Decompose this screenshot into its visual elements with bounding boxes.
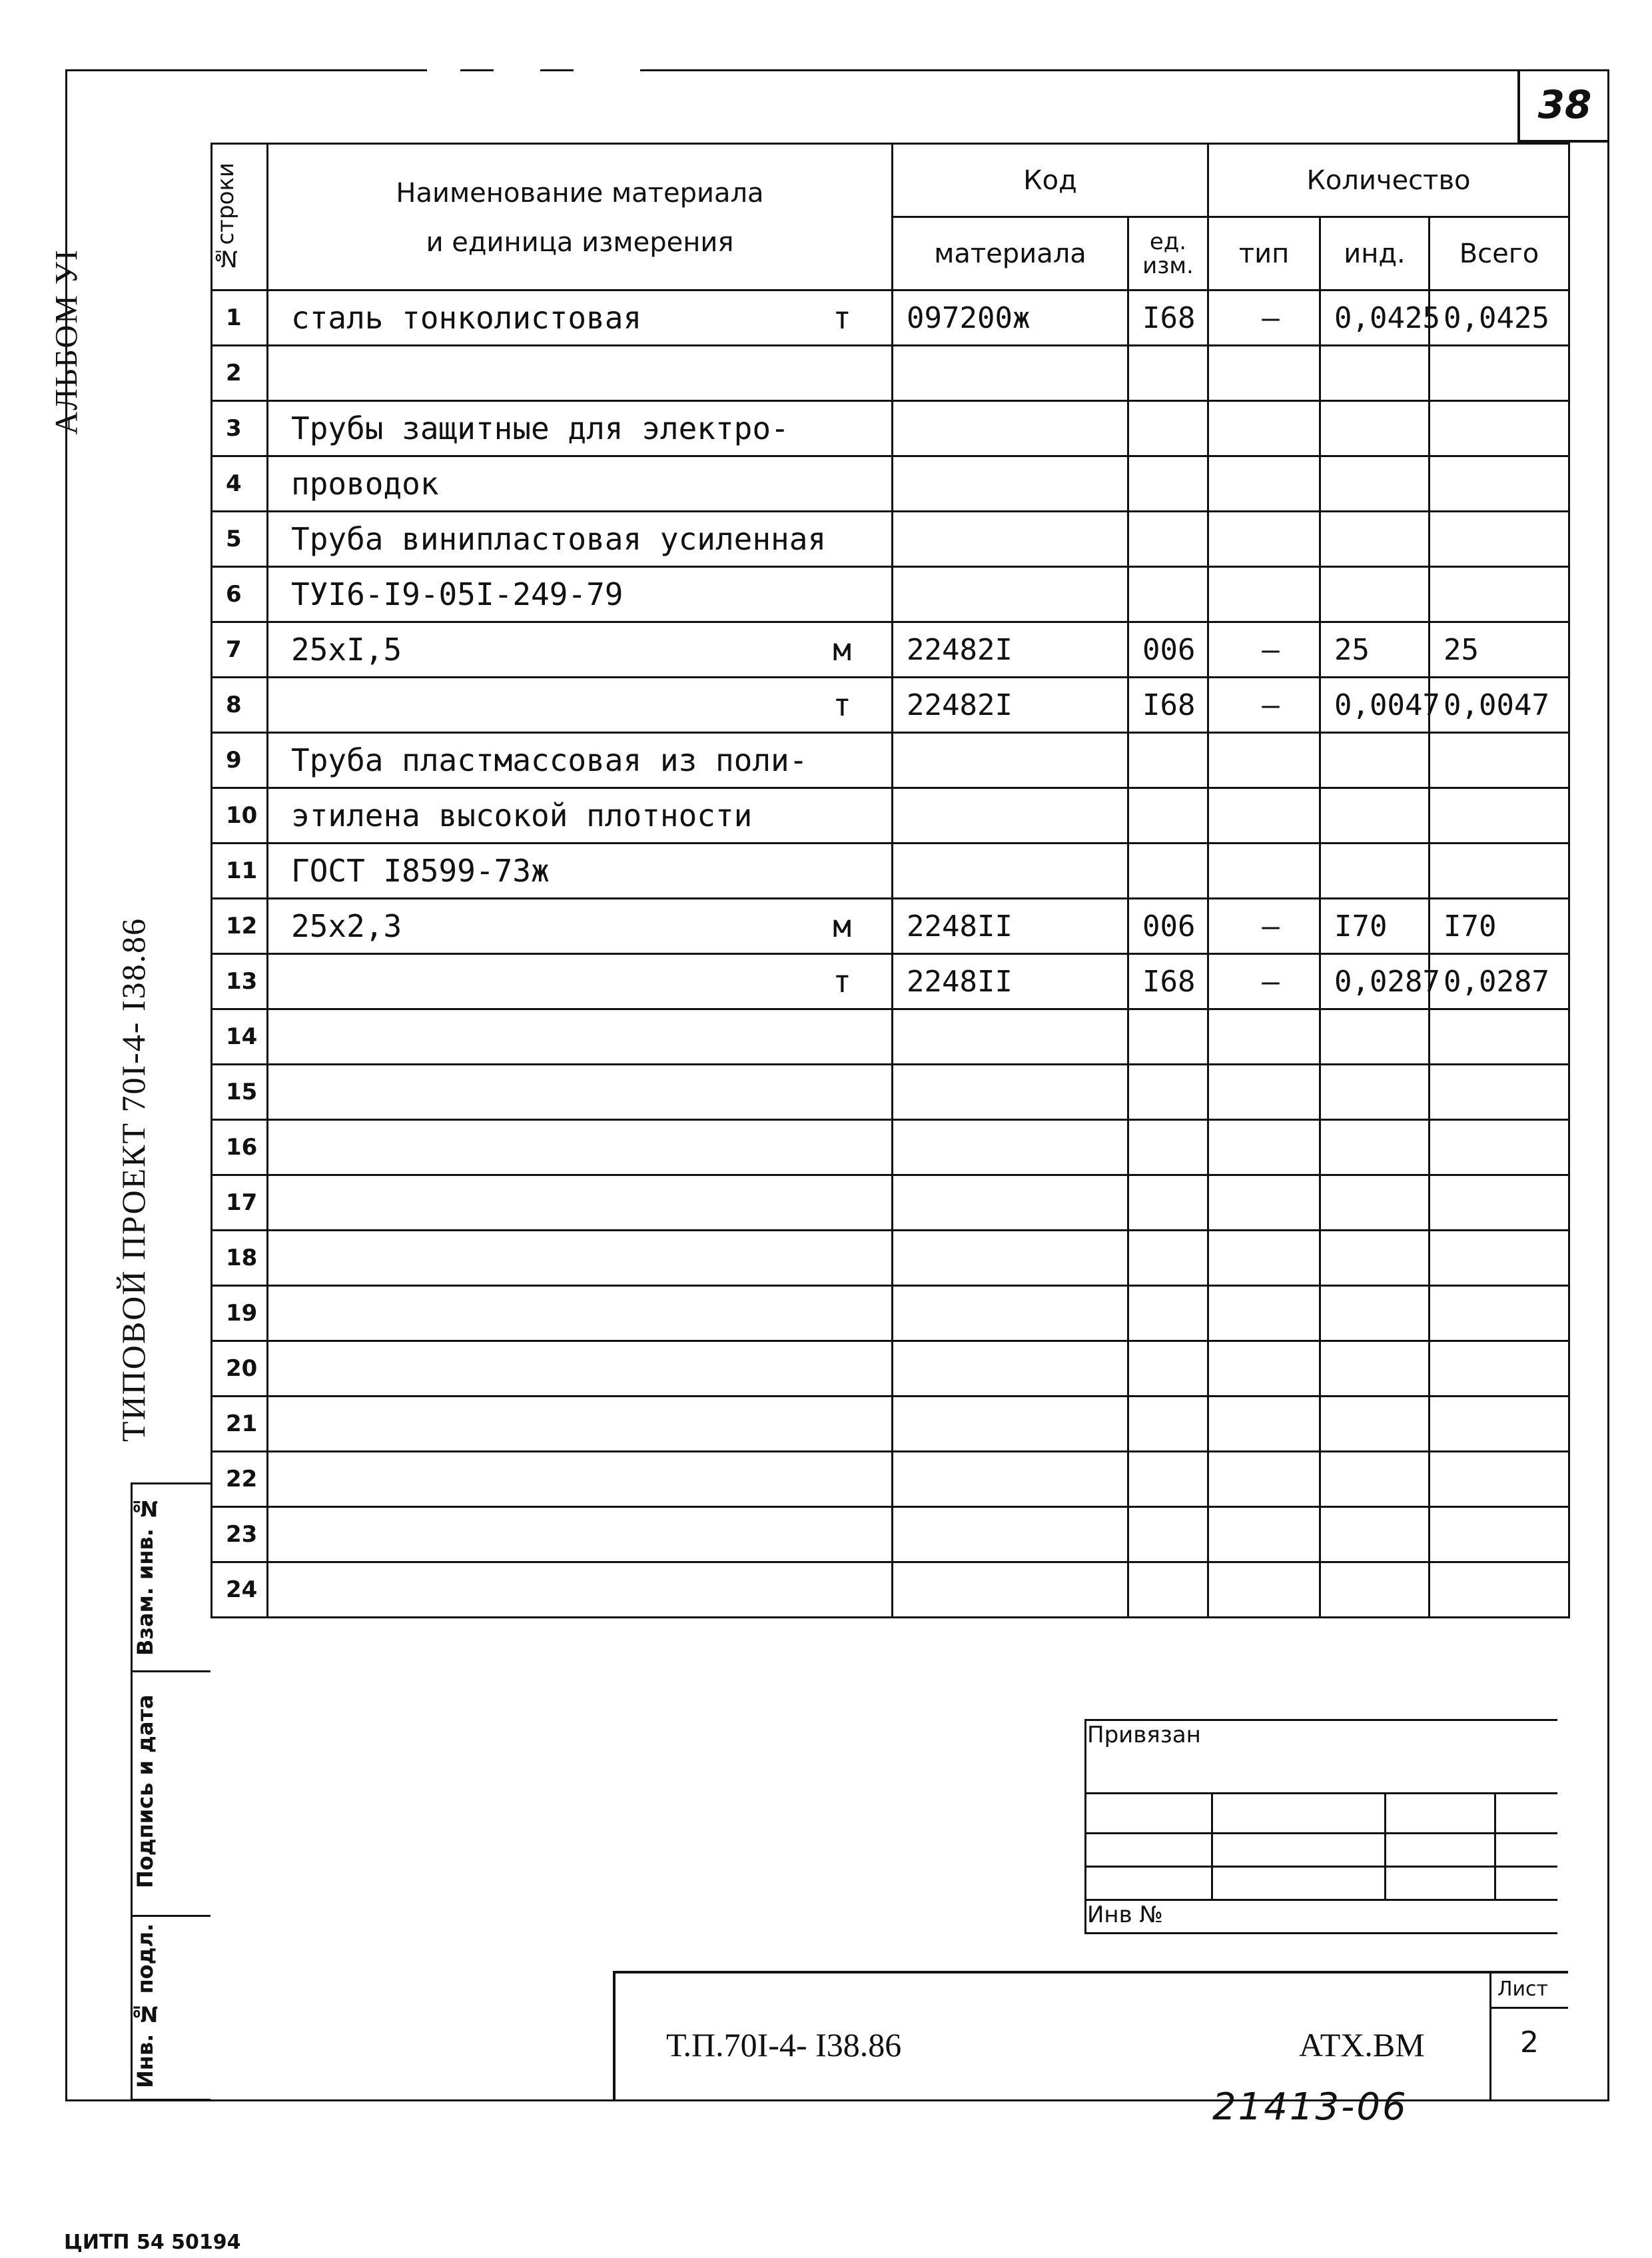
table-row — [212, 954, 1569, 1009]
ind-value — [1320, 1286, 1430, 1341]
type-value — [1208, 1507, 1320, 1562]
material-code — [893, 1065, 1128, 1120]
unit-code — [1128, 1397, 1208, 1452]
type-value — [1208, 1341, 1320, 1397]
unit-code: 006 — [1128, 622, 1208, 678]
ind-value — [1320, 1507, 1430, 1562]
ind-value — [1320, 1009, 1430, 1065]
total-value — [1430, 401, 1569, 456]
ind-value — [1320, 788, 1430, 844]
album-label: АЛЬБОМ УI — [49, 249, 85, 435]
material-name-text: ТУI6-I9-05I-249-79 — [291, 576, 623, 612]
frame-gap — [427, 67, 460, 74]
material-name-text: Трубы защитные для электро- — [291, 410, 789, 446]
material-name-text: 25хI,5 — [291, 632, 402, 668]
material-code — [893, 512, 1128, 567]
unit-code — [1128, 1562, 1208, 1618]
total-value — [1430, 1009, 1569, 1065]
table-row — [212, 1341, 1569, 1397]
total-value — [1430, 1562, 1569, 1618]
material-name — [268, 346, 893, 401]
material-code — [893, 844, 1128, 899]
type-value — [1208, 1286, 1320, 1341]
footer-code: ЦИТП 54 50194 — [64, 2231, 241, 2254]
table-row — [212, 844, 1569, 899]
type-value — [1208, 1452, 1320, 1507]
type-value: – — [1208, 622, 1320, 678]
strip-vzam-inv — [131, 1482, 210, 1672]
type-value — [1208, 1397, 1320, 1452]
table-row — [212, 1507, 1569, 1562]
material-code — [893, 1009, 1128, 1065]
unit-code: 006 — [1128, 899, 1208, 954]
ind-value: 0,0287 — [1320, 954, 1430, 1009]
unit-code — [1128, 1065, 1208, 1120]
table-row — [212, 346, 1569, 401]
sheet-number: 2 — [1520, 2025, 1539, 2059]
row-number: 14 — [212, 1009, 268, 1065]
table-row — [212, 290, 1569, 346]
binding-stamp — [1084, 1719, 1557, 1934]
row-number: 22 — [212, 1452, 268, 1507]
unit-code — [1128, 844, 1208, 899]
material-name — [268, 567, 893, 622]
unit-code — [1128, 1175, 1208, 1231]
material-name — [268, 1507, 893, 1562]
material-name — [268, 1120, 893, 1175]
row-number: 16 — [212, 1120, 268, 1175]
material-header: материала — [893, 217, 1128, 290]
unit-code — [1128, 788, 1208, 844]
material-name — [268, 622, 893, 678]
table-row — [212, 733, 1569, 788]
inv-no-label: Инв № — [1087, 1902, 1163, 1928]
strip-label: Инв. № подл. — [133, 1923, 158, 2088]
row-number: 5 — [212, 512, 268, 567]
material-name — [268, 844, 893, 899]
total-value — [1430, 844, 1569, 899]
material-name — [268, 1175, 893, 1231]
material-code — [893, 1231, 1128, 1286]
total-value — [1430, 346, 1569, 401]
material-name — [268, 1065, 893, 1120]
type-value — [1208, 733, 1320, 788]
ind-value — [1320, 844, 1430, 899]
section-code: АТХ.ВМ — [1299, 2026, 1425, 2063]
ind-value — [1320, 346, 1430, 401]
total-value — [1430, 512, 1569, 567]
unit-code: I68 — [1128, 678, 1208, 733]
total-value — [1430, 733, 1569, 788]
handwritten-number: 21413-06 — [1212, 2085, 1408, 2129]
table-row — [212, 1231, 1569, 1286]
type-value — [1208, 346, 1320, 401]
name-header-line2: и единица измерения — [426, 227, 734, 258]
material-code — [893, 1286, 1128, 1341]
ind-value: 0,0425 — [1320, 290, 1430, 346]
material-name — [268, 1562, 893, 1618]
material-name-text: Труба винипластовая усиленная — [291, 521, 827, 557]
table-row — [212, 1562, 1569, 1618]
material-name — [268, 899, 893, 954]
row-number-header — [212, 144, 268, 290]
material-name — [268, 1286, 893, 1341]
material-code: 22482I — [893, 622, 1128, 678]
table-row — [212, 788, 1569, 844]
material-name-text: этилена высокой плотности — [291, 798, 753, 834]
table-row — [212, 401, 1569, 456]
type-value — [1208, 1175, 1320, 1231]
type-value — [1208, 1562, 1320, 1618]
type-value — [1208, 1120, 1320, 1175]
unit-code — [1128, 1286, 1208, 1341]
material-code: 22482I — [893, 678, 1128, 733]
total-value: 0,0047 — [1430, 678, 1569, 733]
unit-letter: т — [833, 963, 851, 999]
ind-value — [1320, 1341, 1430, 1397]
total-value — [1430, 1231, 1569, 1286]
row-number: 15 — [212, 1065, 268, 1120]
material-code: 2248II — [893, 954, 1128, 1009]
ind-value: 0,0047 — [1320, 678, 1430, 733]
unit-code — [1128, 1341, 1208, 1397]
row-number: 2 — [212, 346, 268, 401]
strip-label: Взам. инв. № — [133, 1495, 158, 1656]
total-value — [1430, 1397, 1569, 1452]
unit-code — [1128, 1231, 1208, 1286]
ind-header: инд. — [1320, 217, 1430, 290]
row-number: 13 — [212, 954, 268, 1009]
unit-code — [1128, 1009, 1208, 1065]
material-name-text: Труба пластмассовая из поли- — [291, 742, 808, 778]
strip-podpis — [131, 1672, 210, 1917]
total-value — [1430, 1065, 1569, 1120]
material-name — [268, 1009, 893, 1065]
row-number: 6 — [212, 567, 268, 622]
type-value — [1208, 401, 1320, 456]
row-number: 19 — [212, 1286, 268, 1341]
material-name — [268, 512, 893, 567]
table-row — [212, 567, 1569, 622]
type-value — [1208, 456, 1320, 512]
row-number: 7 — [212, 622, 268, 678]
material-code — [893, 1562, 1128, 1618]
unit-letter: м — [833, 908, 851, 944]
row-number: 24 — [212, 1562, 268, 1618]
unit-code — [1128, 512, 1208, 567]
qty-header: Количество — [1208, 144, 1569, 217]
type-value — [1208, 844, 1320, 899]
material-name-text: проводок — [291, 466, 439, 502]
unit-code — [1128, 1452, 1208, 1507]
ind-value — [1320, 1452, 1430, 1507]
material-code — [893, 788, 1128, 844]
ind-value — [1320, 401, 1430, 456]
ind-value: I70 — [1320, 899, 1430, 954]
sheet-label: Лист — [1497, 1977, 1549, 2001]
materials-table — [210, 143, 1570, 1618]
table-row — [212, 622, 1569, 678]
material-code — [893, 1397, 1128, 1452]
unit-code: I68 — [1128, 290, 1208, 346]
type-value: – — [1208, 954, 1320, 1009]
code-header: Код — [893, 144, 1208, 217]
material-name — [268, 733, 893, 788]
material-name — [268, 788, 893, 844]
unit-code — [1128, 456, 1208, 512]
material-code: 097200ж — [893, 290, 1128, 346]
ind-value — [1320, 1120, 1430, 1175]
page-number: 38 — [1517, 69, 1609, 143]
type-value: – — [1208, 899, 1320, 954]
type-value — [1208, 512, 1320, 567]
row-number: 23 — [212, 1507, 268, 1562]
strip-inv-podl — [131, 1917, 210, 2101]
material-name — [268, 1452, 893, 1507]
unit-code — [1128, 733, 1208, 788]
table-row — [212, 1175, 1569, 1231]
row-number-header-text: №строки — [212, 162, 239, 272]
material-name — [268, 1231, 893, 1286]
type-value — [1208, 1009, 1320, 1065]
material-code: 2248II — [893, 899, 1128, 954]
table-row — [212, 1120, 1569, 1175]
type-value — [1208, 567, 1320, 622]
material-name-text: ГОСТ I8599-73ж — [291, 853, 550, 889]
type-header: тип — [1208, 217, 1320, 290]
table-row — [212, 1065, 1569, 1120]
frame-gap — [494, 67, 540, 74]
total-value: 0,0287 — [1430, 954, 1569, 1009]
row-number: 3 — [212, 401, 268, 456]
material-code — [893, 1507, 1128, 1562]
ind-value — [1320, 1065, 1430, 1120]
type-value — [1208, 788, 1320, 844]
table-row — [212, 1452, 1569, 1507]
ind-value — [1320, 567, 1430, 622]
row-number: 17 — [212, 1175, 268, 1231]
type-value — [1208, 1065, 1320, 1120]
total-value — [1430, 1341, 1569, 1397]
material-name-text: сталь тонколистовая — [291, 300, 642, 336]
ind-value — [1320, 1397, 1430, 1452]
row-number: 10 — [212, 788, 268, 844]
material-name — [268, 290, 893, 346]
unit-code — [1128, 346, 1208, 401]
row-number: 4 — [212, 456, 268, 512]
ind-value — [1320, 1175, 1430, 1231]
row-number: 11 — [212, 844, 268, 899]
total-value — [1430, 456, 1569, 512]
sheet-divider — [1489, 2007, 1568, 2009]
strip-label: Подпись и дата — [133, 1694, 158, 1889]
total-value — [1430, 1452, 1569, 1507]
material-name — [268, 954, 893, 1009]
total-value — [1430, 1286, 1569, 1341]
material-name — [268, 678, 893, 733]
material-code — [893, 1452, 1128, 1507]
row-number: 21 — [212, 1397, 268, 1452]
material-code — [893, 456, 1128, 512]
unit-header: ед. изм. — [1128, 217, 1208, 290]
unit-code: I68 — [1128, 954, 1208, 1009]
table-row — [212, 456, 1569, 512]
material-code — [893, 567, 1128, 622]
material-code — [893, 401, 1128, 456]
total-value — [1430, 1120, 1569, 1175]
row-number: 9 — [212, 733, 268, 788]
material-name — [268, 456, 893, 512]
binding-label: Привязан — [1087, 1722, 1201, 1748]
table-row — [212, 899, 1569, 954]
row-number: 20 — [212, 1341, 268, 1397]
row-number: 8 — [212, 678, 268, 733]
table-row — [212, 512, 1569, 567]
unit-letter: м — [833, 632, 851, 668]
material-name — [268, 401, 893, 456]
unit-code — [1128, 1120, 1208, 1175]
material-code — [893, 1341, 1128, 1397]
ind-value: 25 — [1320, 622, 1430, 678]
ind-value — [1320, 1231, 1430, 1286]
total-value — [1430, 1507, 1569, 1562]
table-row — [212, 1397, 1569, 1452]
total-value — [1430, 788, 1569, 844]
total-value — [1430, 1175, 1569, 1231]
material-name — [268, 1341, 893, 1397]
type-value: – — [1208, 678, 1320, 733]
material-code — [893, 346, 1128, 401]
table-row — [212, 1009, 1569, 1065]
name-header-line1: Наименование материала — [396, 178, 764, 209]
unit-code — [1128, 567, 1208, 622]
material-code — [893, 733, 1128, 788]
type-value: – — [1208, 290, 1320, 346]
total-value: I70 — [1430, 899, 1569, 954]
table-row — [212, 1286, 1569, 1341]
ind-value — [1320, 1562, 1430, 1618]
document-code: Т.П.70I-4- I38.86 — [666, 2026, 902, 2063]
total-header: Всего — [1430, 217, 1569, 290]
total-value — [1430, 567, 1569, 622]
material-name-text: 25х2,3 — [291, 908, 402, 944]
total-value: 0,0425 — [1430, 290, 1569, 346]
row-number: 12 — [212, 899, 268, 954]
unit-letter: т — [833, 687, 851, 723]
material-code — [893, 1120, 1128, 1175]
frame-gap — [574, 67, 640, 74]
unit-code — [1128, 401, 1208, 456]
project-label: ТИПОВОЙ ПРОЕКТ 70I-4- I38.86 — [115, 917, 152, 1442]
ind-value — [1320, 512, 1430, 567]
table-row — [212, 678, 1569, 733]
type-value — [1208, 1231, 1320, 1286]
row-number: 18 — [212, 1231, 268, 1286]
material-code — [893, 1175, 1128, 1231]
row-number: 1 — [212, 290, 268, 346]
ind-value — [1320, 456, 1430, 512]
material-name — [268, 1397, 893, 1452]
unit-letter: т — [833, 300, 851, 336]
unit-code — [1128, 1507, 1208, 1562]
name-header — [268, 144, 893, 290]
total-value: 25 — [1430, 622, 1569, 678]
ind-value — [1320, 733, 1430, 788]
